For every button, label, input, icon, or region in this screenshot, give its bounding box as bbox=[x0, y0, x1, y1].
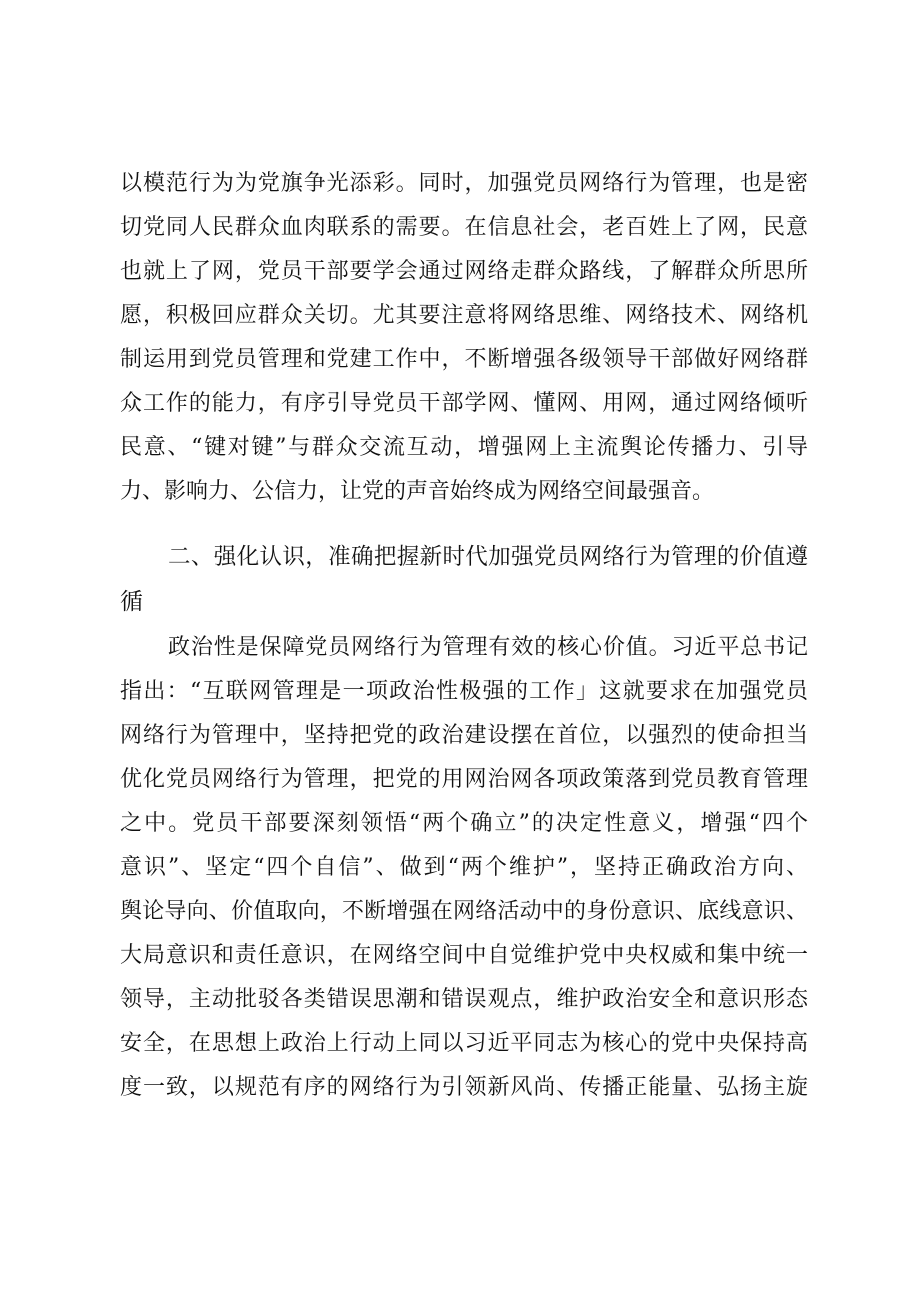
paragraph-line: 政治性是保障党员网络行为管理有效的核心价值。习近平总书记 bbox=[168, 635, 808, 660]
paragraph-line: 度一致，以规范有序的网络行为引领新风尚、传播正能量、弘扬主旋 bbox=[120, 1075, 808, 1100]
paragraph-line: 领导，主动批驳各类错误思潮和错误观点，维护政治安全和意识形态 bbox=[120, 987, 808, 1012]
paragraph-line: 舆论导向、价值取向，不断增强在网络活动中的身份意识、底线意识、 bbox=[120, 899, 808, 924]
paragraph-line: 愿，积极回应群众关切。尤其要注意将网络思维、网络技术、网络机 bbox=[120, 303, 808, 328]
paragraph-line: 制运用到党员管理和党建工作中，不断增强各级领导干部做好网络群 bbox=[120, 347, 808, 372]
paragraph-line: 以模范行为为党旗争光添彩。同时，加强党员网络行为管理，也是密 bbox=[120, 171, 808, 196]
paragraph-line: 也就上了网，党员干部要学会通过网络走群众路线，了解群众所思所 bbox=[120, 259, 808, 284]
paragraph-line: 切党同人民群众血肉联系的需要。在信息社会，老百姓上了网，民意 bbox=[120, 215, 808, 240]
paragraph-line: 民意、“键对键”与群众交流互动，增强网上主流舆论传播力、引导 bbox=[120, 435, 808, 460]
paragraph-line: 力、影响力、公信力，让党的声音始终成为网络空间最强音。 bbox=[120, 479, 715, 504]
section-heading-line: 循 bbox=[120, 589, 143, 615]
paragraph-line: 意识”、坚定“四个自信”、做到“两个维护”，坚持正确政治方向、 bbox=[120, 855, 808, 880]
paragraph-line: 之中。党员干部要深刻领悟“两个确立”的决定性意义，增强“四个 bbox=[120, 811, 808, 836]
section-heading-line: 二、强化认识，准确把握新时代加强党员网络行为管理的价值遵 bbox=[168, 544, 808, 570]
paragraph-line: 安全，在思想上政治上行动上同以习近平同志为核心的党中央保持高 bbox=[120, 1031, 808, 1056]
paragraph-line: 优化党员网络行为管理，把党的用网治网各项政策落到党员教育管理 bbox=[120, 767, 808, 792]
paragraph-line: 网络行为管理中，坚持把党的政治建设摆在首位，以强烈的使命担当 bbox=[120, 723, 808, 748]
paragraph-line: 大局意识和责任意识，在网络空间中自觉维护党中央权威和集中统一 bbox=[120, 943, 808, 968]
paragraph-line: 众工作的能力，有序引导党员干部学网、懂网、用网，通过网络倾听 bbox=[120, 391, 808, 416]
paragraph-line: 指出：“互联网管理是一项政治性极强的工作」这就要求在加强党员 bbox=[120, 679, 808, 704]
